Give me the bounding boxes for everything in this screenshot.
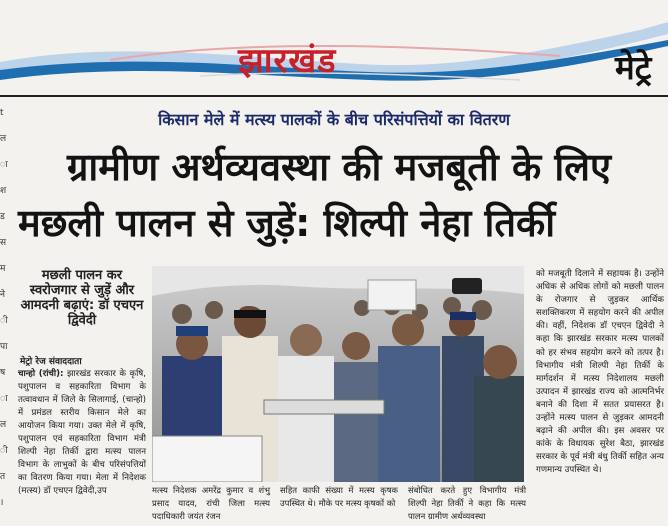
caption-column-2: सहित काफी संख्या में मत्स्य कृषक उपस्थित थे। मौके पर मत्स्य कृषकों को	[280, 485, 398, 508]
below-photo-text	[152, 484, 527, 526]
section-title: झारखंड	[238, 41, 337, 81]
edge-glyph: ने	[0, 290, 5, 300]
edge-glyph: ल	[0, 134, 7, 144]
edge-glyph: त	[0, 472, 6, 482]
kicker-headline: किसान मेले में मत्स्य पालकों के बीच परिसंपत्तियों का वितरण	[158, 110, 510, 129]
edge-glyph: t	[0, 108, 4, 118]
edge-glyph: ड	[0, 212, 5, 222]
edge-glyph: ी	[0, 316, 8, 326]
sub-headline: मछली पालन कर स्वरोजगार से जुड़ें और आमदनी बढ़ाएं: डॉ एचएन द्विवेदी	[20, 268, 144, 328]
edge-glyph: ।	[0, 498, 4, 508]
article-column-right: को मजबूती दिलाने में सहायक है। उन्होंने अधिक से अधिक लोगों को मछली पालन के रोजगार से जुड़कर आर्थिक सशक्तिकरण में सहयोग करने की अपील की। वहीं, निदेशक डॉ एचएन द्विवेदी ने कहा कि झारखंड सरकार मत्स्य पालकों को हर संभव सहयोग करने को तत्पर है। विभागीय मंत्री शिल्पी नेहा तिर्की के मार्गदर्शन में मत्स्य निदेशालय मछली उत्पादन में झारखंड राज्य को आत्मनिर्भर बनाने की दिशा में सतत प्रयासरत है। उन्होंने मत्स्य पालन से जुड़कर आमदनी बढ़ाने की अपील की। इस अवसर पर कांके के विधायक सुरेश बैठा, झारखंड सरकार के पूर्व मंत्री बंधु तिर्की सहित अन्य गणमान्य उपस्थित थे।	[536, 269, 664, 476]
caption-column-1: मत्स्य निदेशक अमरेंद्र कुमार व शंभु प्रसाद यादव, रांची जिला मत्स्य पदाधिकारी जयंत रंजन	[152, 485, 270, 521]
edge-glyph: ल	[0, 420, 7, 430]
dateline: चान्हो (रांची):	[18, 369, 64, 379]
event-photo-illustration	[152, 266, 524, 482]
event-photo	[152, 266, 524, 482]
main-headline-line-1: ग्रामीण अर्थव्यवस्था की मजबूती के लिए	[66, 145, 612, 189]
masthead	[0, 0, 668, 98]
edge-glyph: पा	[0, 342, 8, 352]
top-rule	[0, 95, 668, 97]
edge-glyph: ष	[0, 368, 6, 378]
edge-glyph: श	[0, 186, 7, 196]
caption-column-3: संबोधित करते हुए विभागीय मंत्री शिल्पी नेहा तिर्की ने कहा कि मत्स्य पालन ग्रामीण अर्थव्यवस्था	[408, 485, 526, 521]
byline: मेट्रो रेज संवाददाता	[20, 357, 82, 367]
edge-glyph: ा	[0, 160, 8, 170]
main-headline-line-2: मछली पालन से जुड़ें: शिल्पी नेहा तिर्की	[18, 201, 556, 245]
edge-glyph: ी	[0, 446, 8, 456]
article-column-left	[18, 368, 146, 498]
adjacent-article-edge	[0, 100, 10, 526]
article-column-left-text: झारखंड सरकार के कृषि, पशुपालन व सहकारिता विभाग के तत्वावधान में जिले के सिलागाई, (चान्हो) में प्रमंडल स्तरीय किसान मेले का आयोजन किया गया। उक्त मेले में कृषि, पशुपालन एवं सहकारिता विभाग मंत्री शिल्पी नेहा तिर्की द्वारा मत्स्य पालन विभाग के लाभुकों के बीच परिसंपत्तियों का वितरण किया गया। मेला में निदेशक (मत्स्य) डॉ एचएन द्विवेदी,उप	[18, 369, 146, 496]
edge-glyph: म	[0, 264, 6, 274]
edge-glyph: स	[0, 238, 7, 248]
brand-fragment: मेट्रे	[615, 48, 652, 87]
edge-glyph: ा	[0, 394, 8, 404]
